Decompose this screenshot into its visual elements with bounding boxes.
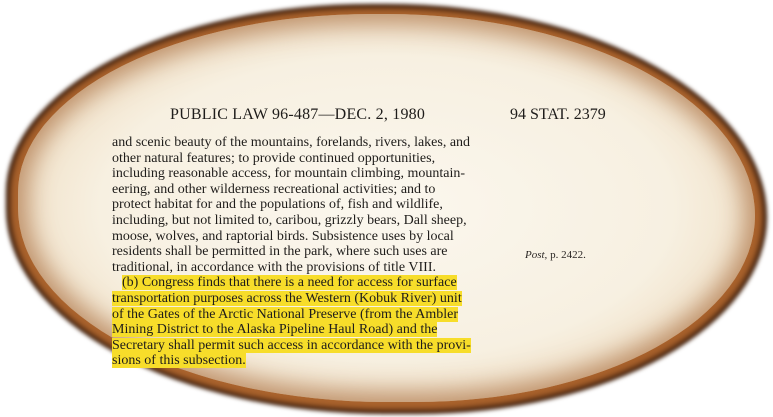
highlighted-line xyxy=(112,291,514,307)
highlighted-line xyxy=(112,353,514,369)
text-line: and scenic beauty of the mountains, forelands, rivers, lakes, and xyxy=(112,135,471,150)
highlight-mark: (b) Congress finds that there is a need for access for surface xyxy=(122,275,457,291)
margin-reference-page: p. 2422. xyxy=(550,249,586,261)
highlighted-line xyxy=(112,307,514,323)
text-line: eering, and other wilderness recreational activities; and to xyxy=(112,181,436,197)
highlight-mark: sions of this subsection. xyxy=(112,353,246,369)
margin-reference-label: Post, xyxy=(525,249,548,261)
highlighted-line xyxy=(112,322,514,338)
text-line: including reasonable access, for mountain climbing, mountain- xyxy=(112,166,466,182)
text-line: including, but not limited to, caribou, grizzly bears, Dall sheep, xyxy=(112,212,467,228)
page-header xyxy=(0,106,773,126)
text-line: residents shall be permitted in the park, where such uses are xyxy=(112,244,448,260)
margin-reference xyxy=(525,249,586,261)
highlight-mark: Secretary shall permit such access in accordance with the provi- xyxy=(112,337,471,353)
highlight-mark: transportation purposes across the Western (Kobuk River) unit xyxy=(112,290,462,306)
highlight-mark: of the Gates of the Arctic National Preserve (from the Ambler xyxy=(112,306,458,322)
law-text xyxy=(112,135,514,369)
statute-page: 94 STAT. 2379 xyxy=(510,106,606,123)
text-line: traditional, in accordance with the provisions of title VIII. xyxy=(112,259,436,275)
highlighted-line xyxy=(112,275,514,291)
highlighted-line xyxy=(112,338,514,354)
highlight-mark: Mining District to the Alaska Pipeline Haul Road) and the xyxy=(112,322,438,338)
law-title: PUBLIC LAW 96-487—DEC. 2, 1980 xyxy=(170,106,426,123)
text-line: moose, wolves, and raptorial birds. Subsistence uses by local xyxy=(112,228,454,244)
text-line: other natural features; to provide continued opportunities, xyxy=(112,150,436,166)
text-line: protect habitat for and the populations of, fish and wildlife, xyxy=(112,197,443,213)
